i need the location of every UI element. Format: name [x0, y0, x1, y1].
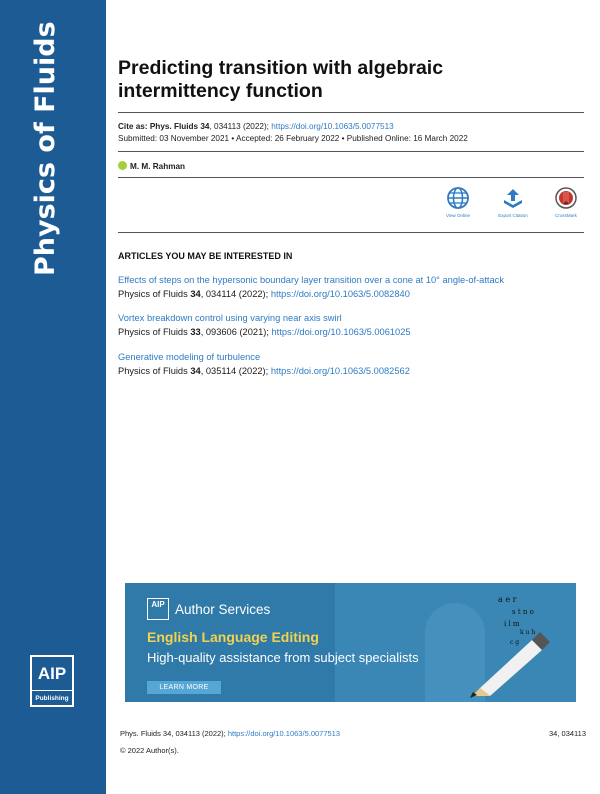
related-article-title[interactable]: Generative modeling of turbulence — [118, 352, 261, 362]
related-article — [118, 313, 593, 337]
aip-logo-text: Publishing — [32, 690, 72, 705]
footer-doi-link[interactable]: https://doi.org/10.1063/5.0077513 — [227, 729, 341, 738]
tools-divider — [118, 232, 584, 233]
cite-as-line — [118, 122, 394, 131]
author-divider — [118, 177, 584, 178]
cite-rest: , 034113 (2022); — [209, 122, 272, 131]
crossmark-icon — [555, 187, 577, 209]
view-online-label: View Online — [446, 213, 470, 218]
svg-text:k u h: k u h — [520, 629, 536, 636]
learn-more-button[interactable]: LEARN MORE — [147, 681, 221, 694]
related-article-volume: 34 — [190, 366, 201, 376]
svg-text:i l m: i l m — [504, 620, 520, 628]
related-article-journal: Physics of Fluids — [118, 289, 191, 299]
journal-name: Physics of Fluids — [30, 21, 61, 276]
footer-page-number: 34, 034113 — [549, 729, 586, 738]
export-citation-button[interactable] — [493, 187, 533, 218]
author-name[interactable]: M. M. Rahman — [130, 162, 186, 171]
crossmark-button[interactable] — [546, 187, 586, 218]
related-article-journal: Physics of Fluids — [118, 366, 191, 376]
related-article-doi-link[interactable]: https://doi.org/10.1063/5.0082562 — [270, 366, 410, 376]
svg-text:c g: c g — [510, 639, 520, 646]
ad-headline: English Language Editing — [147, 629, 319, 645]
meta-divider — [118, 151, 584, 152]
globe-icon — [447, 187, 469, 209]
orcid-icon[interactable] — [118, 161, 127, 170]
related-article-volume: 34 — [190, 289, 201, 299]
aip-publishing-logo[interactable] — [30, 655, 74, 707]
related-article-title[interactable]: Vortex breakdown control using varying near axis swirl — [118, 313, 342, 323]
title-divider — [118, 112, 584, 113]
cite-volume: 34 — [200, 122, 210, 131]
copyright-notice: © 2022 Author(s). — [120, 746, 179, 755]
related-article-journal: Physics of Fluids — [118, 327, 191, 337]
related-article — [118, 275, 593, 299]
related-article-title[interactable]: Effects of steps on the hypersonic boundary layer transition over a cone at 10° angle-of-attack — [118, 275, 504, 285]
publication-dates: Submitted: 03 November 2021 • Accepted: 26 February 2022 • Published Online: 16 March 2022 — [118, 134, 468, 143]
footer-cite-text: Phys. Fluids 34, 034113 (2022); — [120, 729, 228, 738]
svg-text:a e r: a e r — [498, 595, 517, 604]
cite-prefix: Cite as: Phys. Fluids — [118, 122, 201, 131]
aip-logo-mark: AIP — [32, 657, 72, 690]
ad-service-name: Author Services — [175, 602, 271, 617]
related-article-pages: , 034114 (2022); — [200, 289, 271, 299]
ad-aip-logo: AIP — [147, 598, 169, 620]
related-article-pages: , 093606 (2021); — [200, 327, 272, 337]
article-title-line1: Predicting transition with algebraic — [118, 57, 444, 79]
journal-sidebar — [0, 0, 106, 794]
related-articles-heading: ARTICLES YOU MAY BE INTERESTED IN — [118, 251, 293, 261]
author-line — [118, 161, 185, 171]
article-title-line2: intermittency function — [118, 80, 323, 102]
author-services-ad[interactable] — [125, 583, 576, 702]
related-article-doi-link[interactable]: https://doi.org/10.1063/5.0082840 — [270, 289, 410, 299]
related-article-volume: 33 — [190, 327, 201, 337]
svg-text:s t n o: s t n o — [512, 608, 534, 616]
pen-icon — [440, 588, 570, 698]
ad-subheadline: High-quality assistance from subject specialists — [147, 650, 419, 665]
related-article-citation — [118, 366, 593, 376]
article-doi-link[interactable]: https://doi.org/10.1063/5.0077513 — [271, 122, 394, 131]
export-citation-label: Export Citation — [498, 213, 528, 218]
footer-citation — [120, 729, 340, 738]
related-article — [118, 352, 593, 376]
related-article-citation — [118, 289, 593, 299]
crossmark-label: CrossMark — [555, 213, 577, 218]
related-article-pages: , 035114 (2022); — [200, 366, 271, 376]
export-icon — [502, 187, 524, 209]
article-title — [118, 57, 558, 103]
related-article-citation — [118, 327, 593, 337]
view-online-button[interactable] — [438, 187, 478, 218]
related-article-doi-link[interactable]: https://doi.org/10.1063/5.0061025 — [271, 327, 411, 337]
